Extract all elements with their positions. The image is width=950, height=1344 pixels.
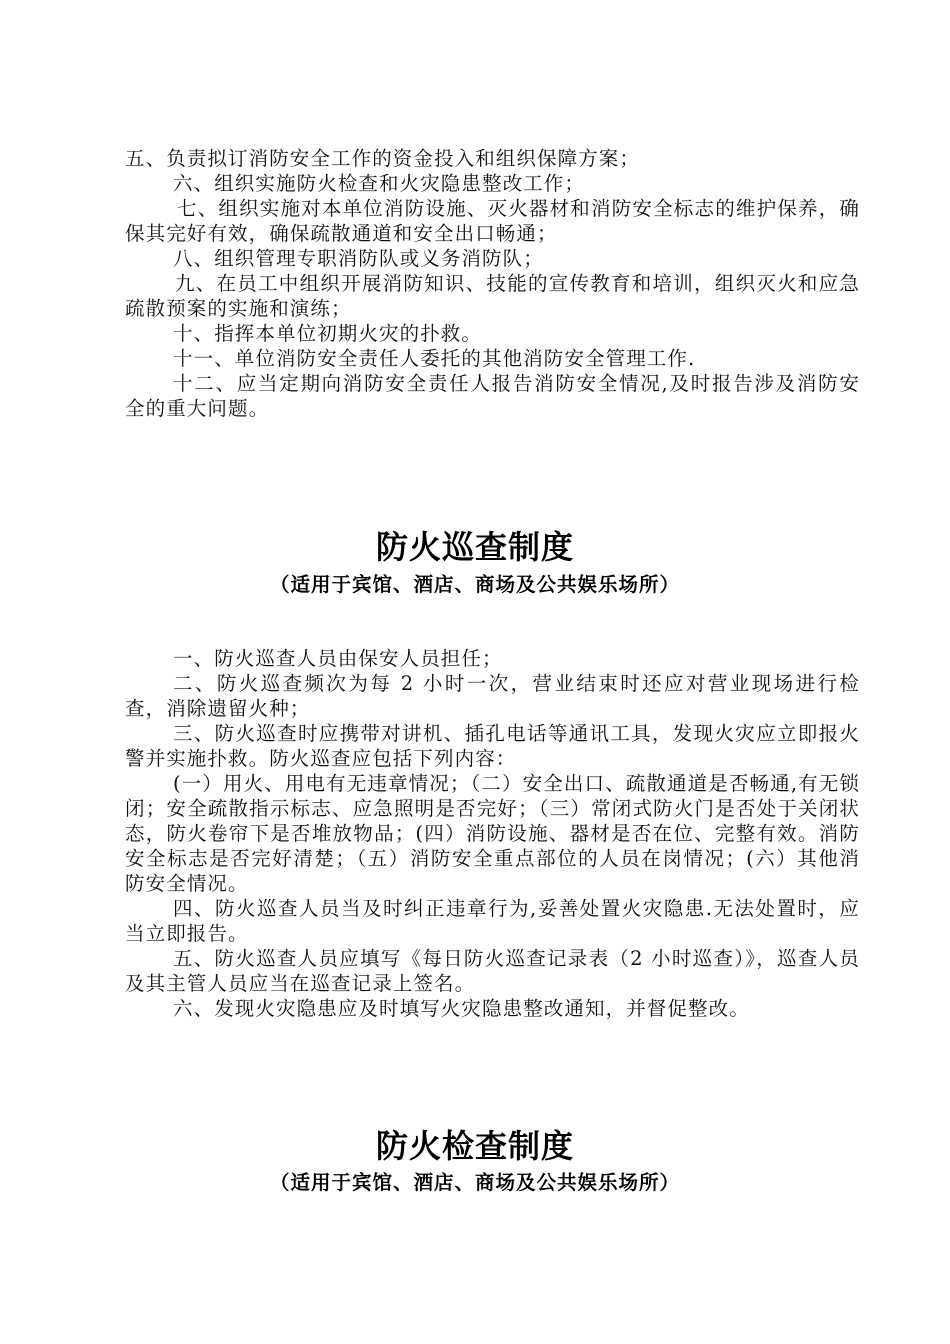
patrol-item-2: 二、防火巡查频次为每 2 小时一次，营业结束时还应对营业现场进行检查，消除遗留火种； bbox=[125, 672, 860, 720]
patrol-item-1: 一、防火巡查人员由保安人员担任； bbox=[173, 647, 503, 670]
patrol-item-3: 三、防火巡查时应携带对讲机、插孔电话等通讯工具，发现火灾应立即报火警并实施扑救。防火巡查应包括下列内容： bbox=[125, 722, 860, 770]
patrol-item-4: 四、防火巡查人员当及时纠正违章行为,妥善处置火灾隐患.无法处置时，应当立即报告。 bbox=[125, 897, 860, 945]
responsibility-item-5: 五、负责拟订消防安全工作的资金投入和组织保障方案； bbox=[125, 147, 641, 170]
responsibility-item-7: 七、组织实施对本单位消防设施、灭火器材和消防安全标志的维护保养，确保其完好有效，确保疏散通道和安全出口畅通； bbox=[125, 197, 860, 245]
patrol-title: 防火巡查制度 bbox=[375, 528, 574, 566]
patrol-item-5: 五、防火巡查人员应填写《每日防火巡查记录表（2 小时巡查）》，巡查人员及其主管人员应当在巡查记录上签名。 bbox=[125, 947, 860, 995]
responsibility-item-8: 八、组织管理专职消防队或义务消防队； bbox=[173, 247, 544, 270]
responsibility-item-6: 六、组织实施防火检查和火灾隐患整改工作； bbox=[173, 172, 586, 195]
inspection-title: 防火检查制度 bbox=[375, 1127, 574, 1165]
responsibility-item-9: 九、在员工中组织开展消防知识、技能的宣传教育和培训，组织灭火和应急疏散预案的实施和演练； bbox=[125, 272, 860, 320]
patrol-subtitle: （适用于宾馆、酒店、商场及公共娱乐场所） bbox=[269, 573, 680, 596]
responsibility-item-11: 十一、单位消防安全责任人委托的其他消防安全管理工作. bbox=[173, 347, 696, 370]
inspection-subtitle: （适用于宾馆、酒店、商场及公共娱乐场所） bbox=[269, 1171, 680, 1194]
patrol-item-6: 六、发现火灾隐患应及时填写火灾隐患整改通知，并督促整改。 bbox=[173, 997, 750, 1020]
responsibility-item-10: 十、指挥本单位初期火灾的扑救。 bbox=[173, 322, 483, 345]
patrol-item-contents: (一）用火、用电有无违章情况；（二）安全出口、疏散通道是否畅通,有无锁闭；安全疏散指示标志、应急照明是否完好；（三）常闭式防火门是否处于关闭状态，防火卷帘下是否堆放物品；(四）消防设施、器材是否在位、完整有效。消防安全标志是否完好清楚；（五）消防安全重点部位的人员在岗情况；(六）其他消防安全情况。 bbox=[125, 772, 860, 895]
responsibility-item-12: 十二、应当定期向消防安全责任人报告消防安全情况,及时报告涉及消防安全的重大问题。 bbox=[125, 372, 860, 420]
